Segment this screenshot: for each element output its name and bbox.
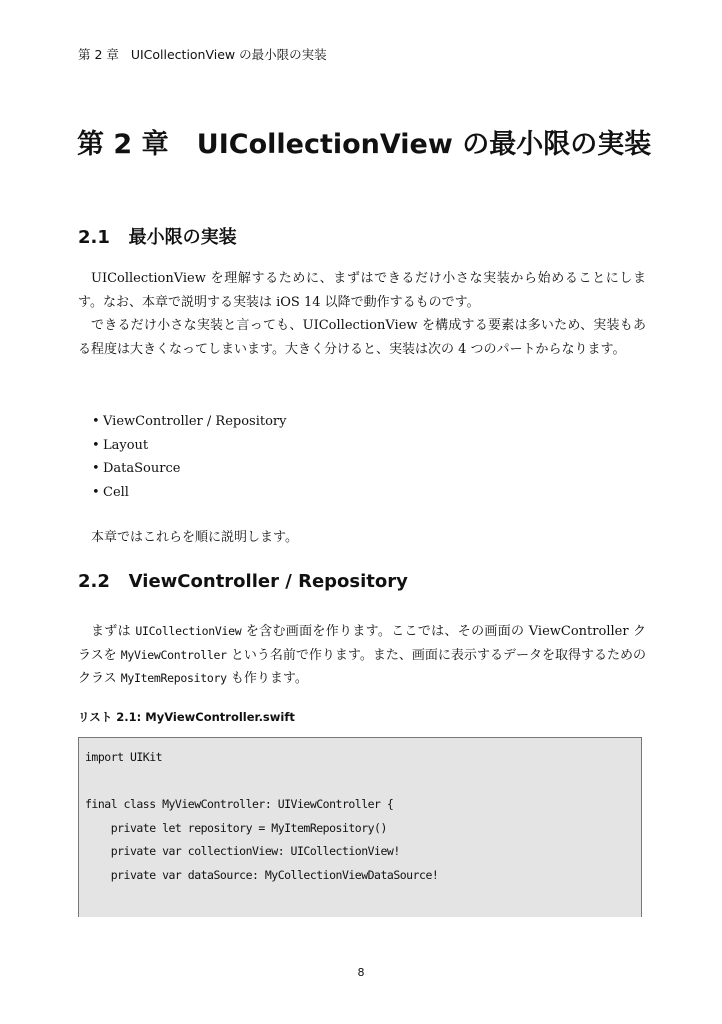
list-item	[92, 410, 287, 434]
bullet-icon: •	[92, 484, 100, 500]
section-2-1-title: 2.1 最小限の実装	[78, 227, 237, 248]
inline-code: MyItemRepository	[120, 671, 227, 685]
page-number: 8	[357, 966, 365, 979]
code-line: final class MyViewController: UIViewController {	[85, 797, 394, 811]
section-2-1-paragraph-1: UICollectionView を理解するために、まずはできるだけ小さな実装から始めることにします。なお、本章で説明する実装は iOS 14 以降で動作するものです。	[78, 271, 646, 310]
list-item	[92, 481, 287, 505]
text-run: まずは	[91, 624, 136, 639]
text-run: を含む画面を作ります。ここでは、その画面の ViewController クラスを	[78, 624, 646, 663]
list-item	[92, 457, 287, 481]
parts-bullet-list	[92, 410, 287, 504]
bullet-icon: •	[92, 414, 100, 429]
list-item-label: ViewController / Repository	[103, 414, 287, 429]
section-2-1-closing: 本章ではこれらを順に説明します。	[91, 530, 298, 545]
section-2-2-paragraph	[78, 620, 646, 691]
list-item-label: Cell	[103, 484, 129, 500]
listing-caption: リスト 2.1: MyViewController.swift	[78, 710, 295, 724]
bullet-icon: •	[92, 461, 100, 476]
list-item-label: DataSource	[103, 461, 181, 476]
chapter-title: 第 2 章 UICollectionView の最小限の実装	[77, 129, 652, 160]
text-run: という名前で作ります。また、画面に表示するデータを取得するためのクラス	[78, 647, 646, 686]
section-2-2-title: 2.2 ViewController / Repository	[78, 571, 408, 592]
section-2-1-paragraph-2: できるだけ小さな実装と言っても、UICollectionView を構成する要素は多いため、実装もある程度は大きくなってしまいます。大きく分けると、実装は次の 4 つのパートからなります。	[78, 318, 646, 357]
inline-code: UICollectionView	[135, 624, 242, 638]
code-listing	[78, 737, 642, 917]
code-line: private var collectionView: UICollectionView!	[85, 844, 400, 858]
list-item	[92, 434, 287, 458]
code-line: private var dataSource: MyCollectionViewDataSource!	[85, 868, 439, 882]
code-line: private let repository = MyItemRepository()	[85, 821, 387, 835]
list-item-label: Layout	[103, 437, 149, 453]
bullet-icon: •	[92, 437, 100, 453]
running-header: 第 2 章 UICollectionView の最小限の実装	[78, 47, 327, 62]
text-run: も作ります。	[226, 671, 308, 686]
code-line: import UIKit	[85, 750, 163, 764]
inline-code: MyViewController	[120, 647, 227, 662]
